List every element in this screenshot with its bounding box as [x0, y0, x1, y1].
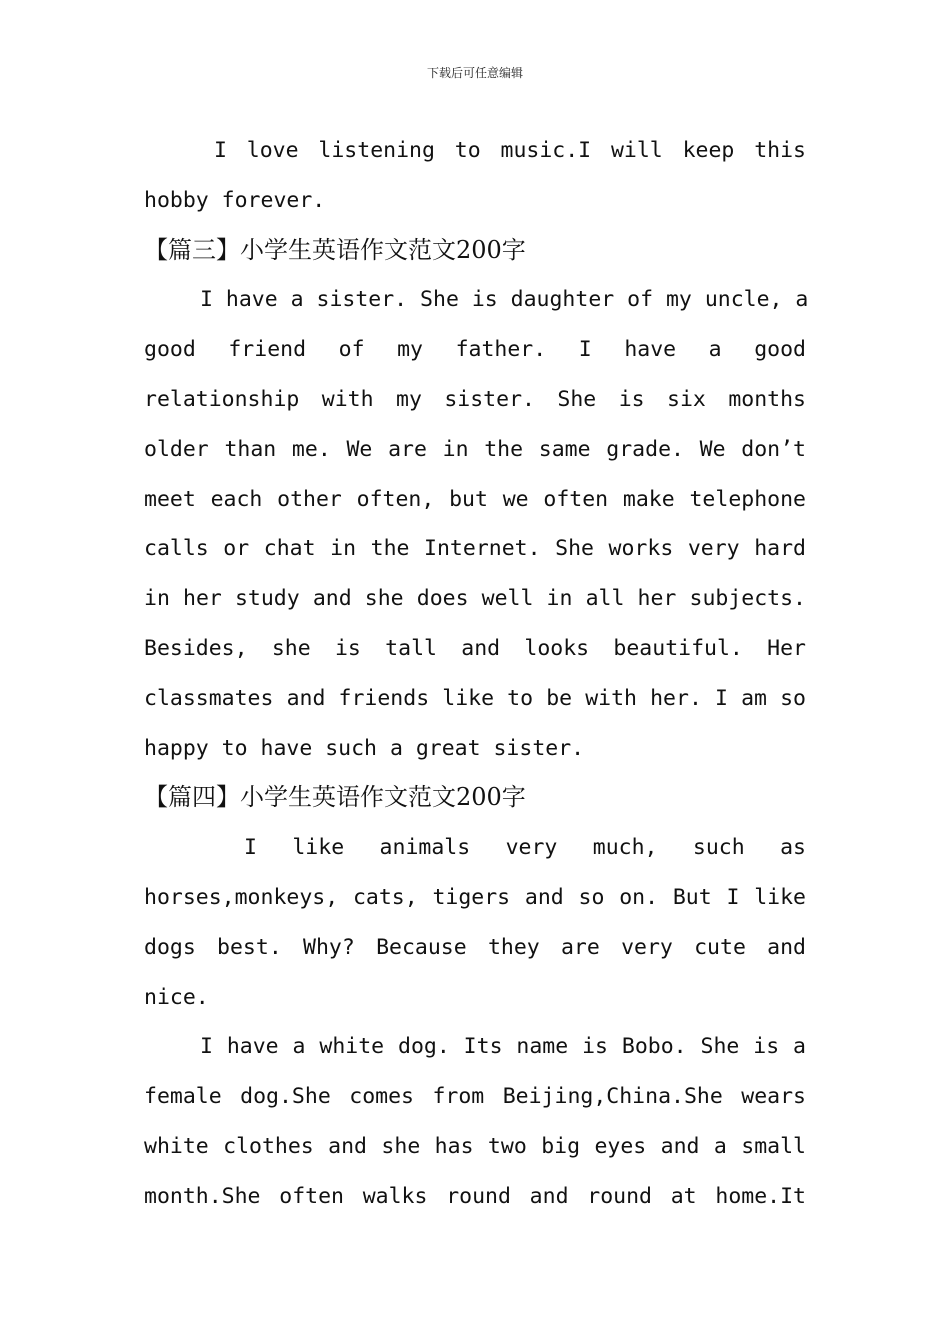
- paragraph-line: female dog.She comes from Beijing,China.She wears: [144, 1084, 806, 1110]
- paragraph-line: classmates and friends like to be with her. I am so: [144, 685, 806, 711]
- paragraph-line: month.She often walks round and round at home.It: [144, 1183, 806, 1209]
- section-heading: 【篇三】小学生英语作文范文200字: [144, 235, 526, 264]
- paragraph-line: older than me. We are in the same grade. We don’t: [144, 436, 806, 462]
- document-body: [144, 126, 809, 1222]
- paragraph-line: calls or chat in the Internet. She works very hard: [144, 536, 806, 562]
- paragraph-line: relationship with my sister. She is six months: [144, 386, 806, 412]
- paragraph-line: I like animals very much, such as: [244, 835, 806, 861]
- paragraph-line: good friend of my father. I have a good: [144, 337, 806, 363]
- paragraph-line: I love listening to music.I will keep this: [214, 138, 806, 163]
- paragraph-line: I have a white dog. Its name is Bobo. She is a: [200, 1034, 806, 1060]
- paragraph-line: Besides, she is tall and looks beautiful. Her: [144, 635, 806, 661]
- paragraph-line: dogs best. Why? Because they are very cute and: [144, 934, 806, 960]
- paragraph-line: nice.: [144, 984, 209, 1010]
- paragraph-line: meet each other often, but we often make telephone: [144, 486, 806, 512]
- section-heading: 【篇四】小学生英语作文范文200字: [144, 783, 526, 812]
- paragraph-line: hobby forever.: [144, 187, 326, 213]
- paragraph-line: horses,monkeys, cats, tigers and so on. But I like: [144, 884, 806, 910]
- paragraph-line: in her study and she does well in all her subjects.: [144, 586, 806, 612]
- paragraph-line: happy to have such a great sister.: [144, 735, 585, 761]
- page-header: 下载后可任意编辑: [426, 66, 523, 80]
- paragraph-line: white clothes and she has two big eyes and a small: [144, 1133, 806, 1159]
- paragraph-line: I have a sister. She is daughter of my uncle, a: [200, 287, 809, 313]
